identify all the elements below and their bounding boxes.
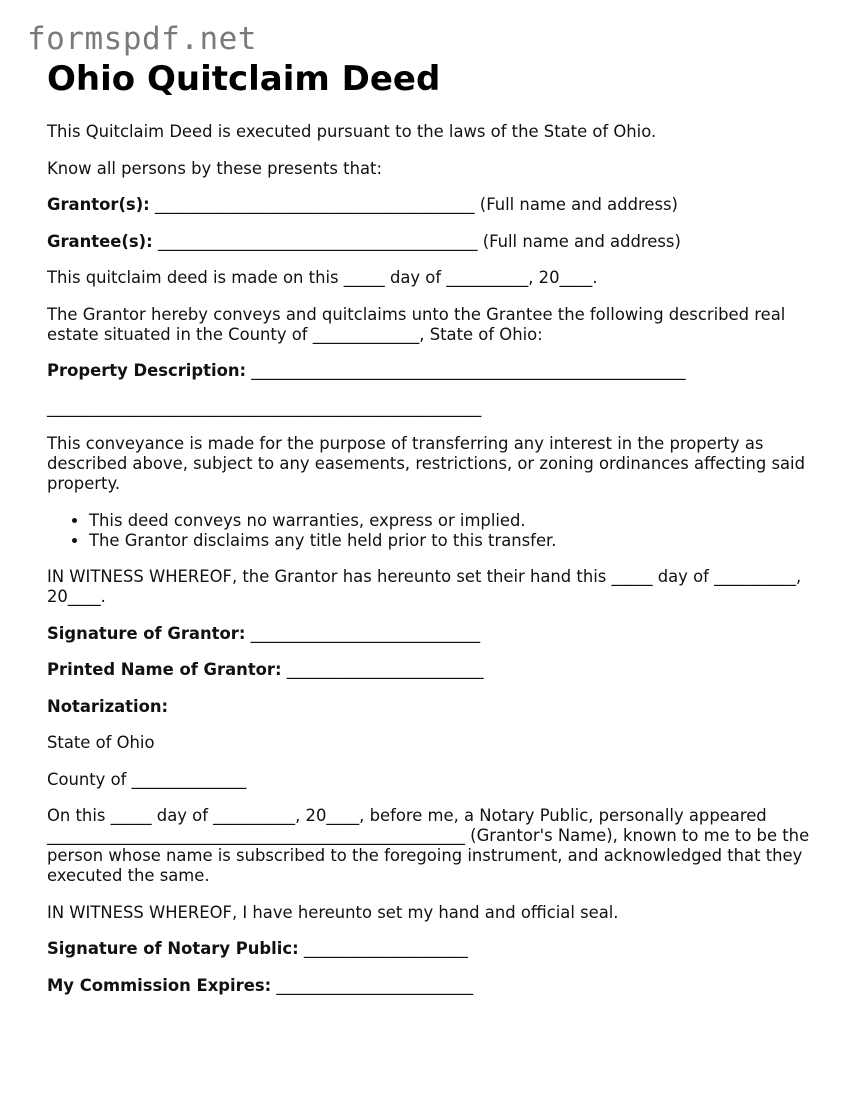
grantor-hint: (Full name and address) [479, 195, 678, 214]
signature-notary-label: Signature of Notary Public: [47, 939, 299, 958]
county-text: County of ______________ [47, 769, 247, 789]
commission-line [47, 976, 817, 996]
notary-text: On this _____ day of __________, 20____, before me, a Notary Public, personally appeared ___________________________________________________ (Grantor's Name), known to me to be the person whose name is subscribed to the foregoing instrument, and acknowledged that they executed the same. [47, 806, 810, 885]
witness-notary-text: IN WITNESS WHEREOF, I have hereunto set my hand and official seal. [47, 902, 619, 922]
property-description-blank-2[interactable]: _____________________________________________________ [47, 397, 482, 417]
grantee-hint: (Full name and address) [482, 231, 681, 251]
intro-text: This Quitclaim Deed is executed pursuant to the laws of the State of Ohio. [47, 122, 657, 141]
signature-notary-line [47, 939, 817, 959]
property-description-line [47, 361, 817, 381]
notarization-label: Notarization: [47, 696, 169, 716]
grantor-label: Grantor(s): [47, 195, 150, 214]
printed-name-line [47, 660, 817, 680]
property-description-blank[interactable]: _____________________________________________________ [246, 361, 686, 380]
grantor-blank[interactable]: _______________________________________ [149, 195, 480, 214]
grantee-blank[interactable]: _______________________________________ [152, 231, 483, 251]
made-on-text: This quitclaim deed is made on this _____ day of __________, 20____. [47, 268, 598, 287]
signature-notary-blank[interactable]: ____________________ [298, 939, 468, 958]
list-item: • The Grantor disclaims any title held prior to this transfer. [89, 531, 817, 551]
commission-blank[interactable]: ________________________ [271, 975, 474, 995]
signature-grantor-line [47, 624, 817, 644]
conveys-text: The Grantor hereby conveys and quitclaims unto the Grantee the following described real estate situated in the County of _____________, State of Ohio: [47, 304, 786, 344]
printed-name-label: Printed Name of Grantor: [47, 660, 282, 679]
watermark: formspdf.net [27, 21, 257, 57]
signature-grantor-label: Signature of Grantor: [47, 623, 246, 643]
property-description-label: Property Description: [47, 361, 247, 380]
signature-grantor-blank[interactable]: ____________________________ [245, 623, 481, 643]
purpose-text: This conveyance is made for the purpose of transferring any interest in the property as described above, subject to any easements, restrictions, or zoning ordinances affecting said property. [47, 434, 806, 493]
grantee-label: Grantee(s): [47, 231, 153, 251]
grantee-line [47, 232, 817, 252]
grantor-line [47, 195, 817, 215]
commission-label: My Commission Expires: [47, 975, 272, 995]
printed-name-blank[interactable]: ________________________ [281, 660, 484, 679]
witness-grantor-text: IN WITNESS WHEREOF, the Grantor has hereunto set their hand this _____ day of __________, 20____. [47, 567, 802, 606]
conditions-list [47, 511, 817, 551]
document-body [47, 122, 817, 1012]
notarization-heading [47, 697, 817, 717]
document-title: Ohio Quitclaim Deed [47, 59, 441, 99]
state-text: State of Ohio [47, 733, 155, 752]
list-item: • This deed conveys no warranties, express or implied. [89, 511, 817, 531]
know-all-text: Know all persons by these presents that: [47, 158, 382, 178]
